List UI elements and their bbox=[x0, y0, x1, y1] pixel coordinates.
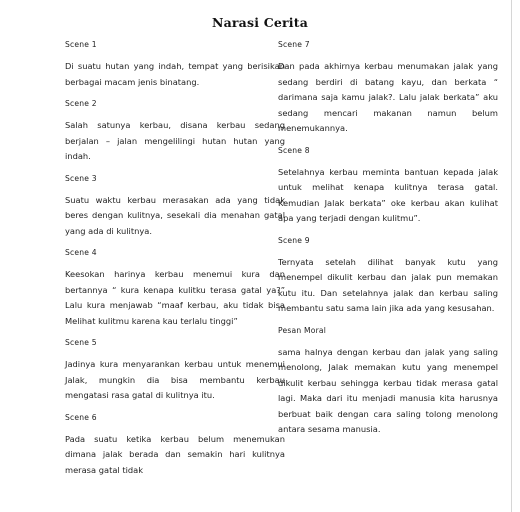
scene-9-text: Ternyata setelah dilihat banyak kutu yang menempel dikulit kerbau dan jalak pun memakan kutu itu. Dan setelahnya jalak dan kerbau saling membantu satu sama lain jika ada yang kesusahan. bbox=[278, 256, 498, 313]
scene-8-text: Setelahnya kerbau meminta bantuan kepada jalak untuk melihat kenapa kulitnya terasa gatal. Kemudian Jalak berkata” oke kerbau akan kulihat apa yang terjadi dengan kulitmu”. bbox=[278, 166, 498, 223]
scene-8-section bbox=[278, 146, 498, 227]
document-title: Narasi Cerita bbox=[211, 15, 309, 30]
moral-text: sama halnya dengan kerbau dan jalak yang saling menolong, Jalak memakan kutu yang menempel dikulit kerbau sehingga kerbau tidak merasa gatal lagi. Maka dari itu menjadi manusia kita harusnya berbuat baik dengan cara saling tolong menolong antara sesama manusia. bbox=[278, 346, 498, 434]
scene-4-section bbox=[65, 248, 285, 329]
scene-9-section bbox=[278, 236, 498, 317]
scene-4-text: Keesokan harinya kerbau menemui kura dan bertannya “ kura kenapa kulitku terasa gatal ya?” Lalu kura menjawab “maaf kerbau, aku tidak bisa Melihat kulitmu karena kau terlalu tinggi” bbox=[65, 269, 285, 326]
scene-2-text: Salah satunya kerbau, disana kerbau sedang berjalan – jalan mengelilingi hutan hutan yang indah. bbox=[65, 120, 285, 161]
scene-3-section bbox=[65, 174, 285, 240]
scene-1-heading: Scene 1 bbox=[65, 40, 97, 49]
moral-section bbox=[278, 326, 498, 438]
scene-1-section bbox=[65, 40, 285, 90]
scene-7-heading: Scene 7 bbox=[278, 40, 310, 49]
scene-3-heading: Scene 3 bbox=[65, 173, 97, 183]
page-edge-divider bbox=[511, 0, 512, 512]
right-column bbox=[278, 40, 498, 447]
scene-9-heading: Scene 9 bbox=[278, 235, 310, 245]
scene-7-section bbox=[278, 40, 498, 137]
scene-4-heading: Scene 4 bbox=[65, 248, 97, 257]
left-column bbox=[65, 40, 285, 487]
scene-2-heading: Scene 2 bbox=[65, 99, 97, 108]
scene-6-text: Pada suatu ketika kerbau belum menemukan dimana jalak berada dan semakin hari kulitnya merasa gatal tidak bbox=[65, 433, 285, 475]
scene-1-text: Di suatu hutan yang indah, tempat yang berisikan berbagai macam jenis binatang. bbox=[65, 61, 285, 87]
scene-6-heading: Scene 6 bbox=[65, 412, 97, 422]
scene-5-text: Jadinya kura menyarankan kerbau untuk menemui Jalak, mungkin dia bisa membantu kerbau mengatasi rasa gatal di kulitnya itu. bbox=[65, 359, 285, 400]
scene-3-text: Suatu waktu kerbau merasakan ada yang tidak beres dengan kulitnya, sesekali dia menahan gatal yang ada di kulitnya. bbox=[65, 194, 285, 236]
scene-7-text: Dan pada akhirnya kerbau menumakan jalak yang sedang berdiri di batang kayu, dan berkata “ darimana saja kamu jalak?. Lalu jalak berkata” aku sedang mencari makanan namun belum menemukannya. bbox=[278, 61, 498, 133]
scene-8-heading: Scene 8 bbox=[278, 145, 310, 155]
scene-5-section bbox=[65, 338, 285, 404]
scene-5-heading: Scene 5 bbox=[65, 338, 97, 347]
scene-2-section bbox=[65, 99, 285, 165]
moral-heading: Pesan Moral bbox=[278, 325, 327, 335]
scene-6-section bbox=[65, 413, 285, 479]
